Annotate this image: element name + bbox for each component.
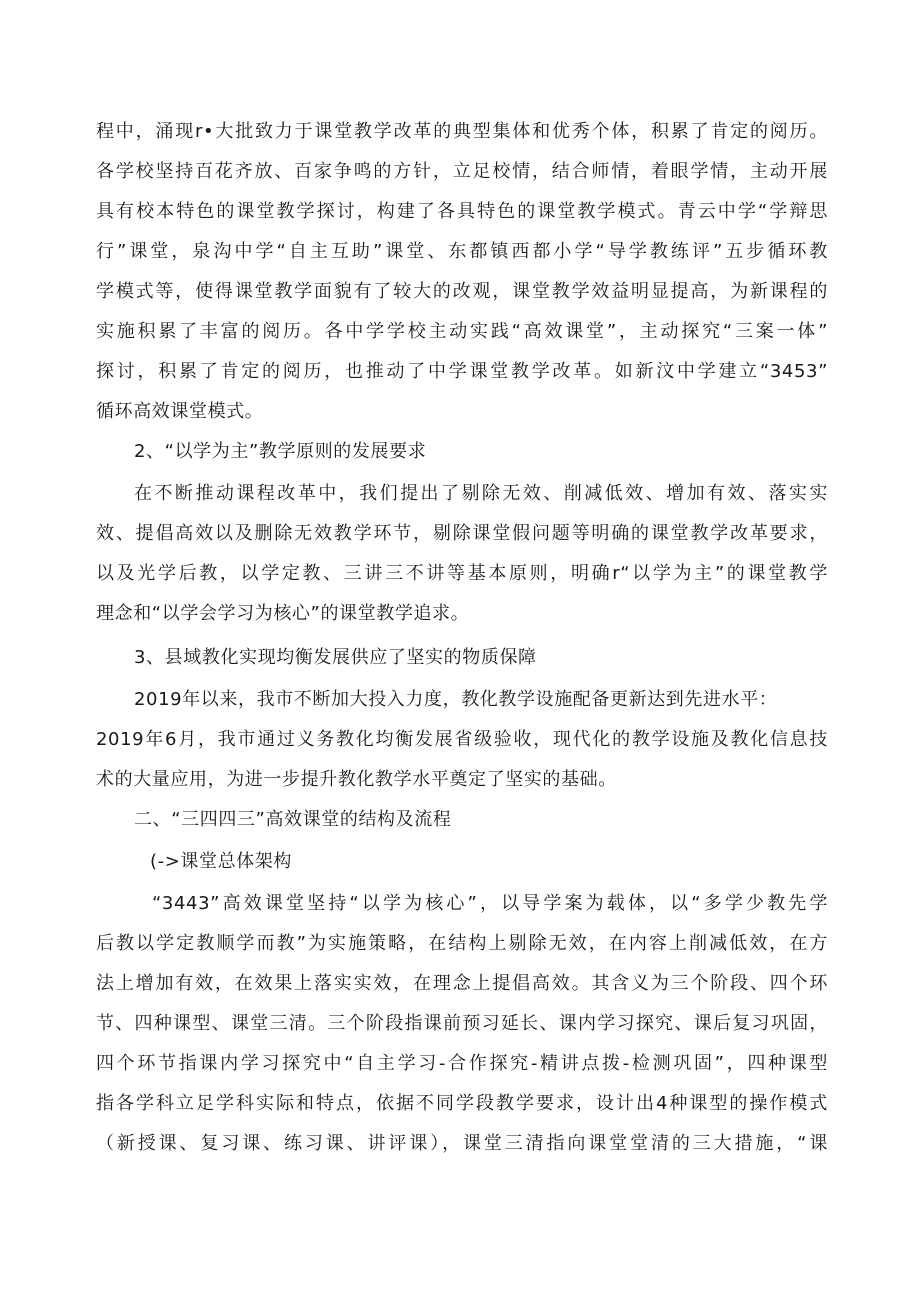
text-line: 四个环节指课内学习探究中“自主学习-合作探究-精讲点拨-检测巩固”，四种课型 [96,1053,828,1074]
subheading-1 [96,842,828,882]
paragraph-2 [96,474,828,634]
heading-text: (->课堂总体架构 [150,851,292,872]
section-heading-2 [96,432,828,472]
text-line: 各学校坚持百花齐放、百家争鸣的方针，立足校情，结合师情，着眼学情，主动开展 [96,161,828,182]
text-line: 2019年以来，我市不断加大投入力度，教化教学设施配备更新达到先进水平： [134,689,778,710]
text-line: 实施积累了丰富的阅历。各中学学校主动实践“高效课堂”，主动探究“三案一体” [96,321,828,342]
text-line: 具有校本特色的课堂教学探讨，构建了各具特色的课堂教学模式。青云中学“学辩思 [96,201,828,222]
text-line: “3443”高效课堂坚持“以学为核心”，以导学案为载体，以“多学少教先学 [152,893,828,914]
paragraph-4 [96,884,828,1164]
text-line: 学模式等，使得课堂教学面貌有了较大的改观，课堂教学效益明显提高，为新课程的 [96,281,828,302]
text-line: 程中，涌现r•大批致力于课堂教学改革的典型集体和优秀个体，积累了肯定的阅历。 [96,121,828,142]
heading-text: 3、县域教化实现均衡发展供应了坚实的物质保障 [134,647,537,668]
text-line: 术的大量应用，为进一步提升教化教学水平奠定了坚实的基础。 [96,769,617,790]
paragraph-3 [96,680,828,800]
text-line: 指各学科立足学科实际和特点，依据不同学段教学要求，设计出4种课型的操作模式 [96,1093,828,1114]
chapter-heading-2 [96,800,828,840]
heading-text: 2、“以学为主”教学原则的发展要求 [134,441,427,462]
heading-text: 二、“三四四三”高效课堂的结构及流程 [134,809,452,830]
section-heading-3 [96,638,828,678]
text-line: 以及光学后教，以学定教、三讲三不讲等基本原则，明确r“以学为主”的课堂教学 [96,563,828,584]
text-line: 理念和“以学会学习为核心”的课堂教学追求。 [96,603,470,624]
text-line: 效、提倡高效以及删除无效教学环节，剔除课堂假问题等明确的课堂教学改革要求， [96,523,828,544]
text-line: 循环高效课堂模式。 [96,401,264,422]
paragraph-continued [96,112,828,432]
text-line: 2019年6月，我市通过义务教化均衡发展省级验收，现代化的教学设施及教化信息技 [96,729,828,750]
text-line: 法上增加有效，在效果上落实实效，在理念上提倡高效。其含义为三个阶段、四个环 [96,973,828,994]
text-line: 探讨，积累了肯定的阅历，也推动了中学课堂教学改革。如新汶中学建立“3453” [96,361,828,382]
text-line: 在不断推动课程改革中，我们提出了剔除无效、削减低效、增加有效、落实实 [134,483,828,504]
text-line: （新授课、复习课、练习课、讲评课），课堂三清指向课堂堂清的三大措施，“课 [96,1133,828,1154]
text-line: 行”课堂，泉沟中学“自主互助”课堂、东都镇西都小学“导学教练评”五步循环教 [96,241,828,262]
text-line: 节、四种课型、课堂三清。三个阶段指课前预习延长、课内学习探究、课后复习巩固， [96,1013,828,1034]
text-line: 后教以学定教顺学而教”为实施策略，在结构上剔除无效，在内容上削减低效，在方 [96,933,828,954]
